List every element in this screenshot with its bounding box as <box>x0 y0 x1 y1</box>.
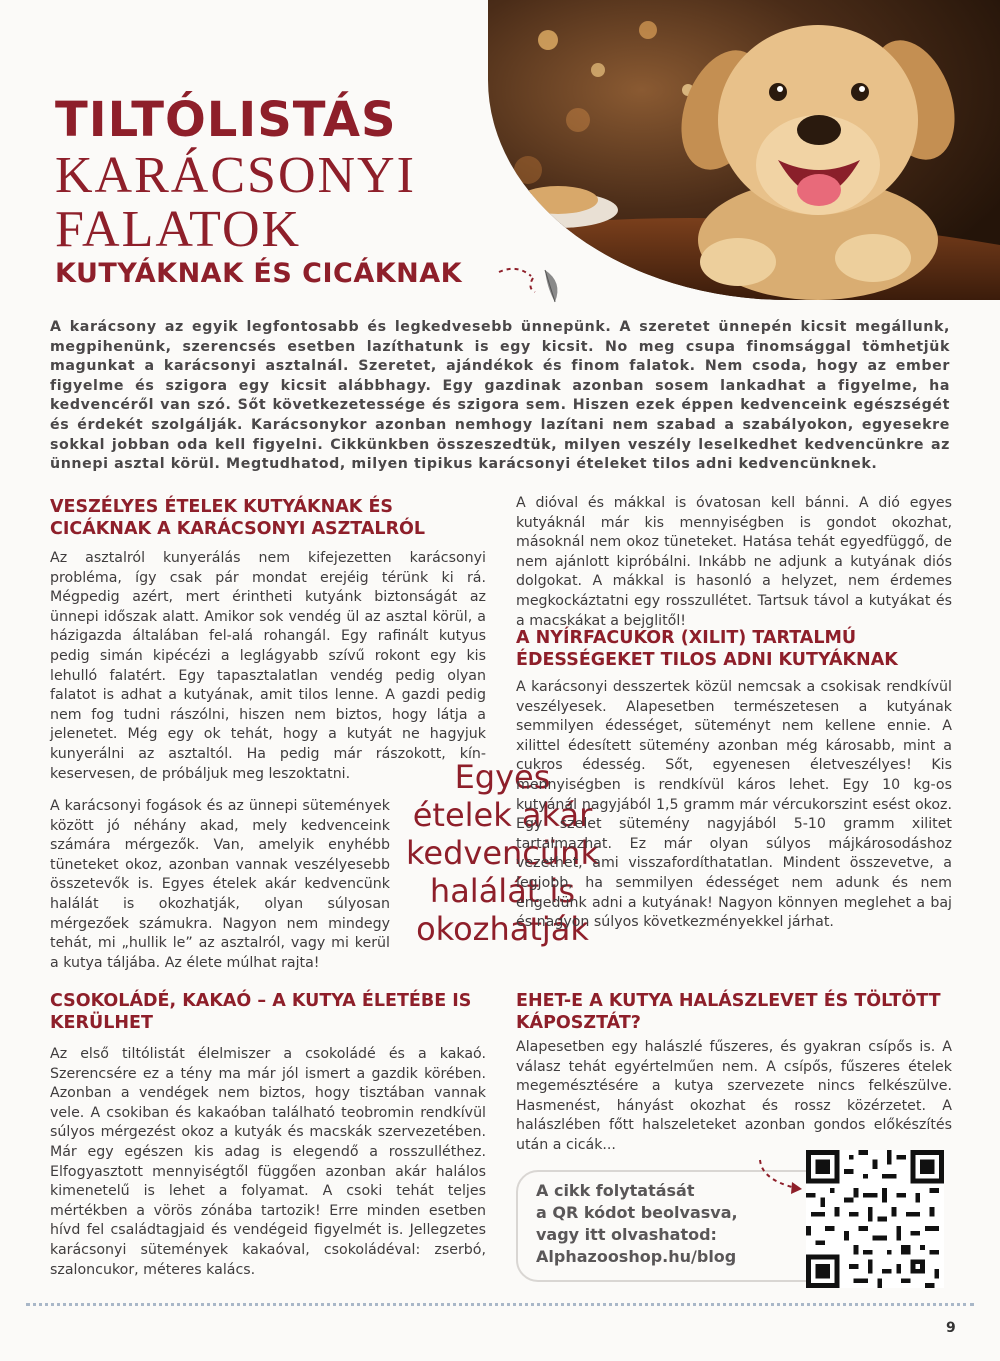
paragraph-begging: Az asztalról kunyerálás nem kifejezetten karácsonyi probléma, így csak pár mondat erejéig térünk ki rá. Mégpedig azért, mert érintheti kutyánk biztonságát az ünnepi időszak alatt. Amikor sok vendég ül az asztal körül, a házigazda általában fel-alá rohangál. Egy rafinált kutyus pedig simán kipécézi a leglágyabb szívű rokont egy kis lehulló falatért. Egy tapasztalatlan vendég pedig olyan falatot is adhat a kutyának, amit tilos lenne. A gazdi pedig nem fog tudni rászólni, hiszen nem biztos, hogy látja a jelenetet. Még egy ok tehát, hogy a kutyát ne hagyjuk kunyerálni az asztaltól. Ha pedig már rászokott, kín-keservesen, de próbáljuk meg leszoktatni. <box>50 550 486 782</box>
hero-photo-puppy <box>488 0 1000 300</box>
page-number: 9 <box>946 1320 956 1336</box>
qr-code[interactable] <box>806 1150 944 1288</box>
blog-link[interactable]: Alphazooshop.hu/blog <box>536 1247 737 1266</box>
footer-divider <box>26 1303 974 1306</box>
section-heading-chocolate: CSOKOLÁDÉ, KAKAÓ – A KUTYA ÉLETÉBE IS KERÜLHET <box>50 991 472 1033</box>
paragraph-xylitol: A karácsonyi desszertek közül nemcsak a csokisak rendkívül veszélyesek. Alapesetben természetesen a kutyának semmilyen édességet, süteményt nem kellene ennie. A xilittel édesített sütemény azonban még károsabb, mint a cukros édesség. Sőt, egyenesen életveszélyes! Kis mennyiségben is rendkívül káros lehet. Egy 10 kg-os kutyánál nagyjából 1,5 gramm már vércukorszint esést okoz. Egy szelet sütemény nagyjából 5-10 gramm xilitet tartalmazhat. Ez már olyan súlyos májkárosodáshoz vezethet, ami visszafordíthatatlan. Mindent összevetve, a legjobb, ha semmilyen édességet nem adunk és nem engedünk adni a kutyának! Nagyon könnyen meglehet a baj és nagyon súlyos következményekkel járhat. <box>516 679 952 931</box>
section-heading-fish-soup: EHET-E A KUTYA HALÁSZLEVET ÉS TÖLTÖTT KÁPOSZTÁT? <box>516 991 941 1033</box>
title-line-karacsonyi: KARÁCSONYI <box>55 147 416 204</box>
paragraph-fish-soup: Alapesetben egy halászlé fűszeres, és gyakran csípős is. A válasz tehát egyértelműen nem. A csípős, fűszeres ételek megemésztésére a kutya szervezete nincs felkészülve. Hasmenést, hányást okozhat és rossz közérzetet. A halászlében főtt halszeleteket azonban gondos előkészítés után a cicák... <box>516 1039 952 1153</box>
paragraph-toxic-dishes: A karácsonyi fogások és az ünnepi sütemények között jó néhány akad, mely kedvenceink számára mérgezők. Van, amelyik enyhébb tüneteket okoz, azonban vannak veszélyesebb összetevők is. Egyes ételek akár kedvencünk halálát is okozhatják, olyan súlyosan mérgezőek számukra. Nagyon nem mindegy tehát, mi „hullik le” az asztalról, vagy mi kerül a kutya táljába. Az élete múlhat rajta! <box>50 798 390 971</box>
pull-quote: Egyes ételek akár kedvencünk halálát is okozhatják <box>406 758 599 948</box>
title-line-falatok: FALATOK <box>55 201 302 258</box>
qr-callout-line2: a QR kódot beolvasva, <box>536 1203 738 1222</box>
section-heading-dangerous-foods: VESZÉLYES ÉTELEK KUTYÁKNAK ÉS CICÁKNAK A KARÁCSONYI ASZTALRÓL <box>50 497 426 539</box>
puppy-illustration <box>488 0 1000 300</box>
page-title: TILTÓLISTÁS <box>55 92 397 148</box>
feather-icon <box>497 262 567 308</box>
qr-callout-line1: A cikk folytatását <box>536 1181 695 1200</box>
paragraph-chocolate: Az első tiltólistát élelmiszer a csokoládé és a kakaó. Szerencsére ez a tény ma már jól ismert a gazdik körében. Azonban a vendégek nem biztos, hogy tisztában vannak vele. A csokiban és kakaóban található teobromin rendkívül súlyos mérgezést okoz a kutyák és macskák szervezetében. Már egy egészen kis adag is elegendő a rosszulléthez. Elfogyasztott mennyiségtől függően azonban akár halálos kimenetelű is lehet a folyamat. A csoki tehát teljes mértékben a vörös zónába tartozik! Erre minden esetben hívd fel családtagjaid és vendégeid figyelmét is. Jellegzetes karácsonyi sütemények kakaóval, csokoládéval: zserbó, szaloncukor, méteres kalács. <box>50 1046 486 1278</box>
section-heading-xylitol: A NYÍRFACUKOR (XILIT) TARTALMÚ ÉDESSÉGEKET TILOS ADNI KUTYÁKNAK <box>516 628 898 670</box>
arrow-icon <box>756 1158 806 1202</box>
qr-callout-text <box>536 1180 776 1268</box>
intro-paragraph: A karácsony az egyik legfontosabb és legkedvesebb ünnepünk. A szeretet ünnepén kicsit megállunk, megpihenünk, szerencsés esetben lazíthatunk is egy kicsit. No meg csupa finomsággal tömhetjük magunkat a karácsonyi asztalnál. Szeretet, ajándékok és finom falatok. Nem csoda, hogy az ember figyelme és szigora egy kicsit alábbhagy. Egy gazdinak azonban sosem lankadhat a figyelme, ha kedvencéről van szó. Sőt következetessége és szigora sem. Hiszen ezek éppen kedvenceink egészségét és érdekét szolgálják. Karácsonykor azonban nemhogy lazítani nem szabad a szabályokon, egyesekre sokkal jobban oda kell figyelni. Cikkünkben összeszedtük, milyen veszély leselkedhet kedvencünkre az ünnepi asztal körül. Megtudhatod, milyen tipikus karácsonyi ételeket tilos adni kedvencünknek. <box>50 319 950 473</box>
qr-callout-line3: vagy itt olvashatod: <box>536 1225 717 1244</box>
page-subtitle: KUTYÁKNAK ÉS CICÁKNAK <box>55 258 463 289</box>
paragraph-walnut-poppy: A dióval és mákkal is óvatosan kell bánni. A dió egyes kutyáknál már kis mennyiségben is gondot okozhat, másoknál nem okoz tüneteket. Hatása tehát egyedfüggő, de nem ajánlott kipróbálni. Inkább ne adjunk a kutyának diós dolgokat. A mákkal is hasonló a helyzet, nem érdemes megkockáztatni egy rosszullétet. Tartsuk távol a kutyákat és a macskákat a bejglitől! <box>516 495 952 629</box>
